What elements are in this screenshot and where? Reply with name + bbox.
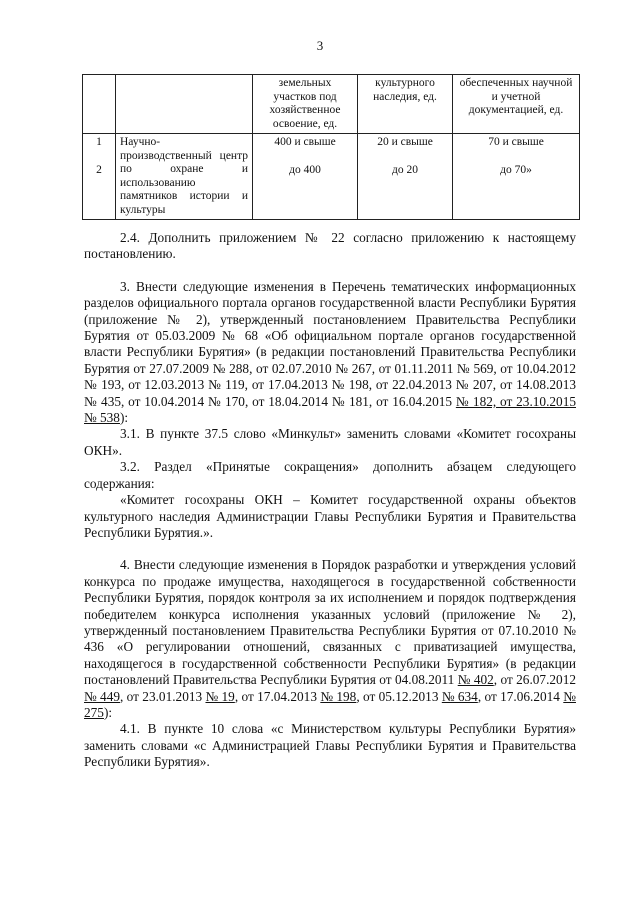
paragraph-2-4: 2.4. Дополнить приложением № 22 согласно приложению к настоящему постановлению. [84, 230, 576, 262]
amendment-link[interactable]: № 449 [84, 688, 120, 704]
resources-table [82, 74, 580, 220]
paragraph-3-2: 3.2. Раздел «Принятые сокращения» дополнить абзацем следующего содержания: [84, 459, 576, 491]
amendment-link[interactable]: № 19 [205, 688, 235, 704]
paragraph-3-2-quote: «Комитет госохраны ОКН – Комитет государственной охраны объектов культурного наследия Администрации Главы Республики Бурятия и Правительства Республики Бурятия.». [84, 492, 576, 540]
organization-name-cell: Научно-производственный центр по охране и использованию памятников истории и культуры [116, 134, 253, 220]
table-header-row [83, 75, 580, 134]
header-cell-documentation: обеспеченных научной и учетной документацией, ед. [453, 75, 580, 134]
documentation-value-2: до 70» [500, 163, 532, 176]
row-number-1: 1 [96, 136, 102, 148]
amendment-link[interactable]: № 198 [320, 688, 357, 704]
land-value-2: до 400 [289, 163, 321, 176]
paragraph-3: 3. Внести следующие изменения в Перечень тематических информационных разделов официального портала органов государственной власти Республики Бурятия (приложение № 2), утвержденный постановлением Правительства Республики Бурятия от 05.03.2009 № 68 «Об официальном портале органов государственной власти Республики Бурятия» (в редакции постановлений Правительства Республики Бурятия от 27.07.2009 № 288, от 02.07.2010 № 267, от 01.11.2011 № 569, от 10.04.2012 № 193, от 12.03.2013 № 119, от 17.04.2013 № 198, от 22.04.2013 № 207, от 14.08.2013 № 435, от 10.04.2014 № 170, от 18.04.2014 № 181, от 16.04.2015 № 182, от 23.10.2015 № 538): [84, 278, 576, 426]
paragraph-4-1: 4.1. В пункте 10 слова «с Министерством культуры Республики Бурятия» заменить словами «с Администрацией Главы Республики Бурятия и Правительства Республики Бурятия». [84, 721, 576, 770]
header-cell-land: земельных участков под хозяйственное освоение, ед. [253, 75, 358, 134]
paragraph-4: 4. Внести следующие изменения в Порядок разработки и утверждения условий конкурса по продаже имущества, находящегося в государственной собственности Республики Бурятия, порядок контроля за их исполнением и порядок подтверждения победителем конкурса исполнения указанных условий (приложение № 2), утвержденный постановлением Правительства Республики Бурятия от 07.10.2010 № 436 «О регулировании отношений, связанных с приватизацией имущества, находящегося в государственной собственности Республики Бурятия» (в редакции постановлений Правительства Республики Бурятия от 04.08.2011 № 402, от 26.07.2012 № 449, от 23.01.2013 № 19, от 17.04.2013 № 198, от 05.12.2013 № 634, от 17.06.2014 № 275): [84, 557, 576, 720]
heritage-value-1: 20 и свыше [377, 136, 433, 148]
heritage-value-2: до 20 [392, 163, 418, 176]
paragraph-3-1: 3.1. В пункте 37.5 слово «Минкульт» заменить словами «Комитет госохраны ОКН». [84, 426, 576, 458]
header-cell-heritage: культурного наследия, ед. [358, 75, 453, 134]
document-body [84, 230, 576, 771]
row-number-2: 2 [96, 163, 102, 176]
amendment-link[interactable]: № 182, от 23.10.2015 № 538 [84, 393, 576, 426]
amendment-link[interactable]: № 275 [84, 688, 576, 720]
amendment-link[interactable]: № 402 [457, 672, 494, 688]
page-number: 3 [316, 38, 324, 53]
amendment-link[interactable]: № 634 [441, 688, 478, 704]
table-row [83, 134, 580, 220]
documentation-value-1: 70 и свыше [488, 136, 544, 148]
land-value-1: 400 и свыше [274, 136, 336, 148]
